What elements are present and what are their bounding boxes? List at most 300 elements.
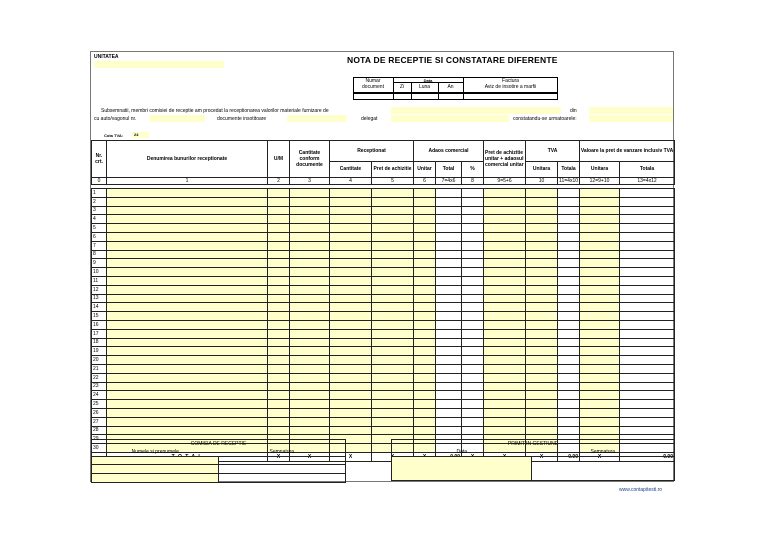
- table-cell[interactable]: [580, 347, 620, 356]
- table-cell[interactable]: [330, 259, 372, 268]
- table-cell[interactable]: [330, 250, 372, 259]
- table-cell[interactable]: [414, 338, 436, 347]
- table-cell[interactable]: [290, 391, 330, 400]
- table-cell[interactable]: [580, 329, 620, 338]
- table-cell[interactable]: [107, 400, 268, 409]
- table-cell[interactable]: [526, 364, 558, 373]
- table-cell[interactable]: [330, 197, 372, 206]
- table-cell[interactable]: [268, 232, 290, 241]
- table-cell[interactable]: [580, 294, 620, 303]
- table-cell[interactable]: [372, 268, 414, 277]
- table-cell[interactable]: [484, 320, 526, 329]
- table-cell[interactable]: [414, 276, 436, 285]
- table-cell[interactable]: [107, 232, 268, 241]
- table-cell[interactable]: [290, 276, 330, 285]
- table-cell[interactable]: [372, 364, 414, 373]
- table-cell[interactable]: [107, 259, 268, 268]
- commission-name-1[interactable]: [92, 456, 219, 465]
- table-cell[interactable]: [107, 189, 268, 198]
- table-cell[interactable]: [526, 215, 558, 224]
- table-cell[interactable]: [268, 373, 290, 382]
- table-cell[interactable]: [268, 285, 290, 294]
- table-cell[interactable]: [484, 338, 526, 347]
- table-cell[interactable]: [107, 364, 268, 373]
- table-cell[interactable]: [330, 417, 372, 426]
- table-cell[interactable]: [330, 320, 372, 329]
- table-cell: [620, 232, 675, 241]
- table-cell[interactable]: [372, 408, 414, 417]
- table-cell[interactable]: [268, 382, 290, 391]
- table-cell[interactable]: [107, 373, 268, 382]
- table-cell[interactable]: [580, 382, 620, 391]
- table-cell[interactable]: [330, 294, 372, 303]
- table-cell[interactable]: [107, 320, 268, 329]
- table-cell[interactable]: [526, 312, 558, 321]
- table-cell[interactable]: [484, 356, 526, 365]
- table-cell[interactable]: [107, 276, 268, 285]
- col-tva-totala: Totala: [558, 161, 580, 177]
- table-cell[interactable]: [330, 364, 372, 373]
- commission-sign-1[interactable]: [219, 456, 346, 465]
- table-cell[interactable]: [526, 417, 558, 426]
- table-cell[interactable]: [414, 312, 436, 321]
- table-cell[interactable]: [268, 268, 290, 277]
- table-cell[interactable]: [330, 312, 372, 321]
- auto-input[interactable]: [149, 115, 205, 122]
- table-cell[interactable]: [268, 347, 290, 356]
- table-cell[interactable]: [268, 250, 290, 259]
- table-cell[interactable]: [484, 312, 526, 321]
- table-cell[interactable]: [268, 206, 290, 215]
- table-cell: [620, 329, 675, 338]
- table-cell[interactable]: [484, 215, 526, 224]
- table-cell[interactable]: [290, 408, 330, 417]
- table-cell[interactable]: [290, 206, 330, 215]
- table-cell[interactable]: [330, 268, 372, 277]
- table-cell[interactable]: [330, 329, 372, 338]
- table-cell: [620, 400, 675, 409]
- table-cell[interactable]: [372, 224, 414, 233]
- table-cell[interactable]: [484, 250, 526, 259]
- furnizor-input[interactable]: [391, 107, 561, 114]
- table-cell[interactable]: [580, 356, 620, 365]
- table-cell[interactable]: [372, 320, 414, 329]
- table-cell[interactable]: [290, 294, 330, 303]
- table-cell[interactable]: [580, 259, 620, 268]
- table-cell[interactable]: [414, 232, 436, 241]
- table-cell[interactable]: [580, 224, 620, 233]
- table-cell[interactable]: [330, 338, 372, 347]
- documente-input[interactable]: [287, 115, 347, 122]
- gestiune-sign-input[interactable]: [532, 456, 675, 480]
- table-cell[interactable]: [107, 338, 268, 347]
- table-cell[interactable]: [268, 408, 290, 417]
- table-cell[interactable]: [268, 197, 290, 206]
- table-cell[interactable]: [580, 391, 620, 400]
- table-cell[interactable]: [107, 426, 268, 435]
- table-cell: [436, 347, 462, 356]
- table-cell[interactable]: [526, 382, 558, 391]
- table-cell: [558, 285, 580, 294]
- table-cell[interactable]: [268, 276, 290, 285]
- commission-name-2[interactable]: [92, 465, 219, 474]
- table-cell[interactable]: [580, 364, 620, 373]
- table-cell[interactable]: [330, 400, 372, 409]
- table-cell[interactable]: [484, 285, 526, 294]
- table-cell[interactable]: [107, 215, 268, 224]
- table-cell[interactable]: [372, 356, 414, 365]
- table-cell[interactable]: [107, 303, 268, 312]
- table-cell[interactable]: [414, 241, 436, 250]
- table-cell[interactable]: [372, 303, 414, 312]
- table-cell[interactable]: [414, 189, 436, 198]
- table-cell[interactable]: [290, 189, 330, 198]
- table-cell[interactable]: [484, 426, 526, 435]
- table-cell[interactable]: [268, 259, 290, 268]
- table-cell[interactable]: [290, 338, 330, 347]
- table-cell[interactable]: [290, 312, 330, 321]
- table-cell[interactable]: [290, 382, 330, 391]
- table-cell[interactable]: [268, 189, 290, 198]
- table-cell[interactable]: [484, 347, 526, 356]
- table-cell[interactable]: [414, 356, 436, 365]
- table-cell[interactable]: [290, 347, 330, 356]
- table-cell[interactable]: [290, 373, 330, 382]
- table-cell[interactable]: [107, 241, 268, 250]
- table-cell[interactable]: [580, 215, 620, 224]
- table-cell[interactable]: [268, 329, 290, 338]
- table-cell[interactable]: [107, 417, 268, 426]
- index-cell: 4: [330, 178, 372, 185]
- table-cell[interactable]: [330, 224, 372, 233]
- table-cell[interactable]: [484, 294, 526, 303]
- table-cell[interactable]: [526, 268, 558, 277]
- table-cell[interactable]: [414, 373, 436, 382]
- table-cell[interactable]: [290, 250, 330, 259]
- gestiune-date-input[interactable]: [392, 456, 532, 480]
- table-cell[interactable]: [372, 276, 414, 285]
- table-cell: [436, 312, 462, 321]
- table-cell[interactable]: [372, 391, 414, 400]
- table-cell[interactable]: [414, 320, 436, 329]
- table-cell[interactable]: [484, 329, 526, 338]
- table-cell[interactable]: [290, 400, 330, 409]
- table-cell: [462, 268, 484, 277]
- table-cell[interactable]: [290, 426, 330, 435]
- table-cell[interactable]: [414, 285, 436, 294]
- table-cell[interactable]: [580, 373, 620, 382]
- index-cell: 11=4x10: [559, 178, 578, 184]
- table-cell[interactable]: [526, 232, 558, 241]
- din-input[interactable]: [589, 107, 673, 114]
- table-cell[interactable]: [290, 224, 330, 233]
- table-cell[interactable]: [330, 373, 372, 382]
- table-cell[interactable]: [107, 391, 268, 400]
- table-cell[interactable]: [290, 356, 330, 365]
- table-cell[interactable]: [330, 426, 372, 435]
- table-cell[interactable]: [372, 347, 414, 356]
- table-cell[interactable]: [414, 400, 436, 409]
- table-cell[interactable]: [290, 364, 330, 373]
- table-cell[interactable]: [372, 232, 414, 241]
- table-cell[interactable]: [484, 400, 526, 409]
- table-cell: [620, 215, 675, 224]
- table-cell[interactable]: [414, 259, 436, 268]
- table-cell[interactable]: [290, 417, 330, 426]
- table-cell: [620, 312, 675, 321]
- table-cell[interactable]: [290, 197, 330, 206]
- table-cell[interactable]: [484, 268, 526, 277]
- table-cell[interactable]: [414, 224, 436, 233]
- table-cell[interactable]: [107, 250, 268, 259]
- table-cell[interactable]: [107, 347, 268, 356]
- table-cell: [462, 408, 484, 417]
- table-cell[interactable]: [290, 232, 330, 241]
- table-cell[interactable]: [268, 320, 290, 329]
- table-cell[interactable]: [484, 417, 526, 426]
- table-row: [92, 232, 675, 241]
- table-cell[interactable]: [290, 303, 330, 312]
- table-cell[interactable]: [372, 215, 414, 224]
- table-cell[interactable]: [580, 268, 620, 277]
- table-cell[interactable]: [330, 206, 372, 215]
- table-cell[interactable]: [526, 259, 558, 268]
- table-cell[interactable]: [526, 391, 558, 400]
- table-cell[interactable]: [526, 303, 558, 312]
- table-cell[interactable]: [268, 215, 290, 224]
- table-cell[interactable]: [107, 294, 268, 303]
- table-cell[interactable]: [414, 417, 436, 426]
- table-cell: [620, 197, 675, 206]
- table-cell[interactable]: [580, 303, 620, 312]
- table-cell[interactable]: [414, 364, 436, 373]
- table-cell[interactable]: [414, 215, 436, 224]
- table-cell[interactable]: [268, 294, 290, 303]
- table-cell[interactable]: [526, 338, 558, 347]
- table-cell[interactable]: [330, 189, 372, 198]
- table-cell[interactable]: [580, 408, 620, 417]
- table-cell[interactable]: [580, 320, 620, 329]
- commission-sign-3[interactable]: [219, 474, 346, 483]
- table-cell[interactable]: [372, 285, 414, 294]
- table-cell[interactable]: [107, 206, 268, 215]
- table-cell[interactable]: [414, 382, 436, 391]
- table-cell[interactable]: [526, 356, 558, 365]
- table-cell[interactable]: [414, 206, 436, 215]
- table-cell: [558, 259, 580, 268]
- table-cell: [558, 206, 580, 215]
- vat-value[interactable]: 24: [132, 132, 149, 138]
- table-cell[interactable]: [580, 197, 620, 206]
- table-cell[interactable]: [526, 329, 558, 338]
- table-cell: [462, 391, 484, 400]
- table-cell[interactable]: [526, 347, 558, 356]
- table-cell[interactable]: [107, 197, 268, 206]
- table-cell[interactable]: [526, 320, 558, 329]
- table-cell[interactable]: [484, 189, 526, 198]
- table-cell[interactable]: [372, 417, 414, 426]
- table-cell[interactable]: [484, 408, 526, 417]
- table-cell[interactable]: [580, 400, 620, 409]
- table-row: [92, 268, 675, 277]
- unit-input[interactable]: [94, 61, 224, 68]
- table-cell[interactable]: [372, 206, 414, 215]
- table-row: [92, 400, 675, 409]
- table-cell[interactable]: [414, 268, 436, 277]
- table-cell[interactable]: [484, 197, 526, 206]
- table-cell[interactable]: [580, 241, 620, 250]
- table-cell[interactable]: [414, 408, 436, 417]
- table-cell[interactable]: [526, 197, 558, 206]
- table-cell[interactable]: [526, 285, 558, 294]
- table-cell[interactable]: [414, 391, 436, 400]
- table-cell[interactable]: [372, 338, 414, 347]
- table-cell: [620, 356, 675, 365]
- table-cell[interactable]: [484, 259, 526, 268]
- table-cell: [620, 241, 675, 250]
- table-cell[interactable]: [268, 312, 290, 321]
- table-cell[interactable]: [107, 408, 268, 417]
- table-cell[interactable]: [290, 285, 330, 294]
- table-cell[interactable]: [372, 241, 414, 250]
- table-cell[interactable]: [414, 347, 436, 356]
- table-cell[interactable]: [580, 206, 620, 215]
- table-cell[interactable]: [330, 241, 372, 250]
- table-cell[interactable]: [330, 408, 372, 417]
- col-valoare: Valoare la pret de vanzare inclusiv TVA: [580, 141, 675, 162]
- table-cell[interactable]: [372, 312, 414, 321]
- table-cell[interactable]: [268, 426, 290, 435]
- table-cell[interactable]: [290, 259, 330, 268]
- table-cell[interactable]: [580, 312, 620, 321]
- table-cell[interactable]: [414, 426, 436, 435]
- table-cell[interactable]: [526, 189, 558, 198]
- commission-name-label: Numele si prenumele: [92, 448, 219, 456]
- table-cell[interactable]: [268, 391, 290, 400]
- table-cell[interactable]: [526, 224, 558, 233]
- table-cell[interactable]: [330, 276, 372, 285]
- table-cell[interactable]: [414, 329, 436, 338]
- table-cell[interactable]: [372, 189, 414, 198]
- table-cell[interactable]: [268, 224, 290, 233]
- table-cell[interactable]: [580, 338, 620, 347]
- table-cell[interactable]: [484, 241, 526, 250]
- table-cell[interactable]: [526, 426, 558, 435]
- commission-sign-2[interactable]: [219, 465, 346, 474]
- table-cell: [558, 417, 580, 426]
- table-cell[interactable]: [484, 382, 526, 391]
- table-cell[interactable]: [107, 356, 268, 365]
- table-cell[interactable]: [372, 259, 414, 268]
- table-cell[interactable]: [330, 391, 372, 400]
- table-cell[interactable]: [414, 303, 436, 312]
- table-cell[interactable]: [330, 285, 372, 294]
- table-cell[interactable]: [526, 373, 558, 382]
- table-cell[interactable]: [372, 382, 414, 391]
- table-cell[interactable]: [330, 382, 372, 391]
- row-number: 15: [92, 312, 107, 321]
- table-cell[interactable]: [580, 426, 620, 435]
- table-cell[interactable]: [526, 250, 558, 259]
- table-cell: [462, 382, 484, 391]
- table-cell[interactable]: [372, 400, 414, 409]
- table-cell[interactable]: [330, 232, 372, 241]
- table-cell[interactable]: [526, 408, 558, 417]
- table-cell[interactable]: [580, 285, 620, 294]
- table-cell[interactable]: [580, 417, 620, 426]
- table-cell[interactable]: [484, 224, 526, 233]
- table-cell[interactable]: [330, 356, 372, 365]
- table-cell[interactable]: [107, 329, 268, 338]
- table-cell[interactable]: [484, 364, 526, 373]
- table-cell[interactable]: [526, 294, 558, 303]
- table-cell[interactable]: [290, 268, 330, 277]
- table-cell[interactable]: [107, 224, 268, 233]
- table-cell[interactable]: [414, 197, 436, 206]
- table-cell[interactable]: [372, 373, 414, 382]
- table-cell[interactable]: [290, 320, 330, 329]
- table-cell[interactable]: [484, 391, 526, 400]
- table-cell[interactable]: [526, 400, 558, 409]
- table-cell[interactable]: [372, 426, 414, 435]
- table-cell[interactable]: [107, 382, 268, 391]
- table-cell[interactable]: [484, 373, 526, 382]
- table-cell[interactable]: [290, 329, 330, 338]
- table-row: [92, 197, 675, 206]
- table-cell[interactable]: [372, 329, 414, 338]
- delegat-input[interactable]: [391, 115, 509, 122]
- table-cell[interactable]: [414, 294, 436, 303]
- table-cell[interactable]: [268, 417, 290, 426]
- constatare-input[interactable]: [589, 115, 673, 122]
- table-cell[interactable]: [414, 250, 436, 259]
- table-cell[interactable]: [580, 189, 620, 198]
- table-cell[interactable]: [580, 276, 620, 285]
- table-cell[interactable]: [484, 303, 526, 312]
- table-cell[interactable]: [107, 285, 268, 294]
- table-cell[interactable]: [484, 206, 526, 215]
- table-cell[interactable]: [268, 356, 290, 365]
- table-cell[interactable]: [484, 232, 526, 241]
- table-cell: [620, 189, 675, 198]
- col-adaos-procent: %: [462, 161, 484, 177]
- table-cell[interactable]: [372, 197, 414, 206]
- table-cell[interactable]: [268, 400, 290, 409]
- table-cell[interactable]: [268, 364, 290, 373]
- table-cell[interactable]: [526, 276, 558, 285]
- table-cell[interactable]: [268, 303, 290, 312]
- commission-name-3[interactable]: [92, 474, 219, 483]
- table-cell[interactable]: [268, 241, 290, 250]
- table-cell[interactable]: [526, 241, 558, 250]
- table-cell[interactable]: [580, 250, 620, 259]
- table-cell[interactable]: [580, 232, 620, 241]
- table-cell[interactable]: [526, 206, 558, 215]
- table-cell[interactable]: [290, 241, 330, 250]
- table-cell: [558, 347, 580, 356]
- footer-link[interactable]: www.contapitesti.ro: [619, 487, 663, 493]
- table-cell[interactable]: [268, 338, 290, 347]
- table-cell[interactable]: [330, 347, 372, 356]
- table-cell[interactable]: [107, 312, 268, 321]
- table-cell[interactable]: [290, 215, 330, 224]
- table-cell[interactable]: [330, 303, 372, 312]
- table-cell[interactable]: [330, 215, 372, 224]
- table-cell[interactable]: [372, 250, 414, 259]
- table-cell[interactable]: [372, 294, 414, 303]
- table-cell[interactable]: [484, 276, 526, 285]
- table-cell[interactable]: [107, 268, 268, 277]
